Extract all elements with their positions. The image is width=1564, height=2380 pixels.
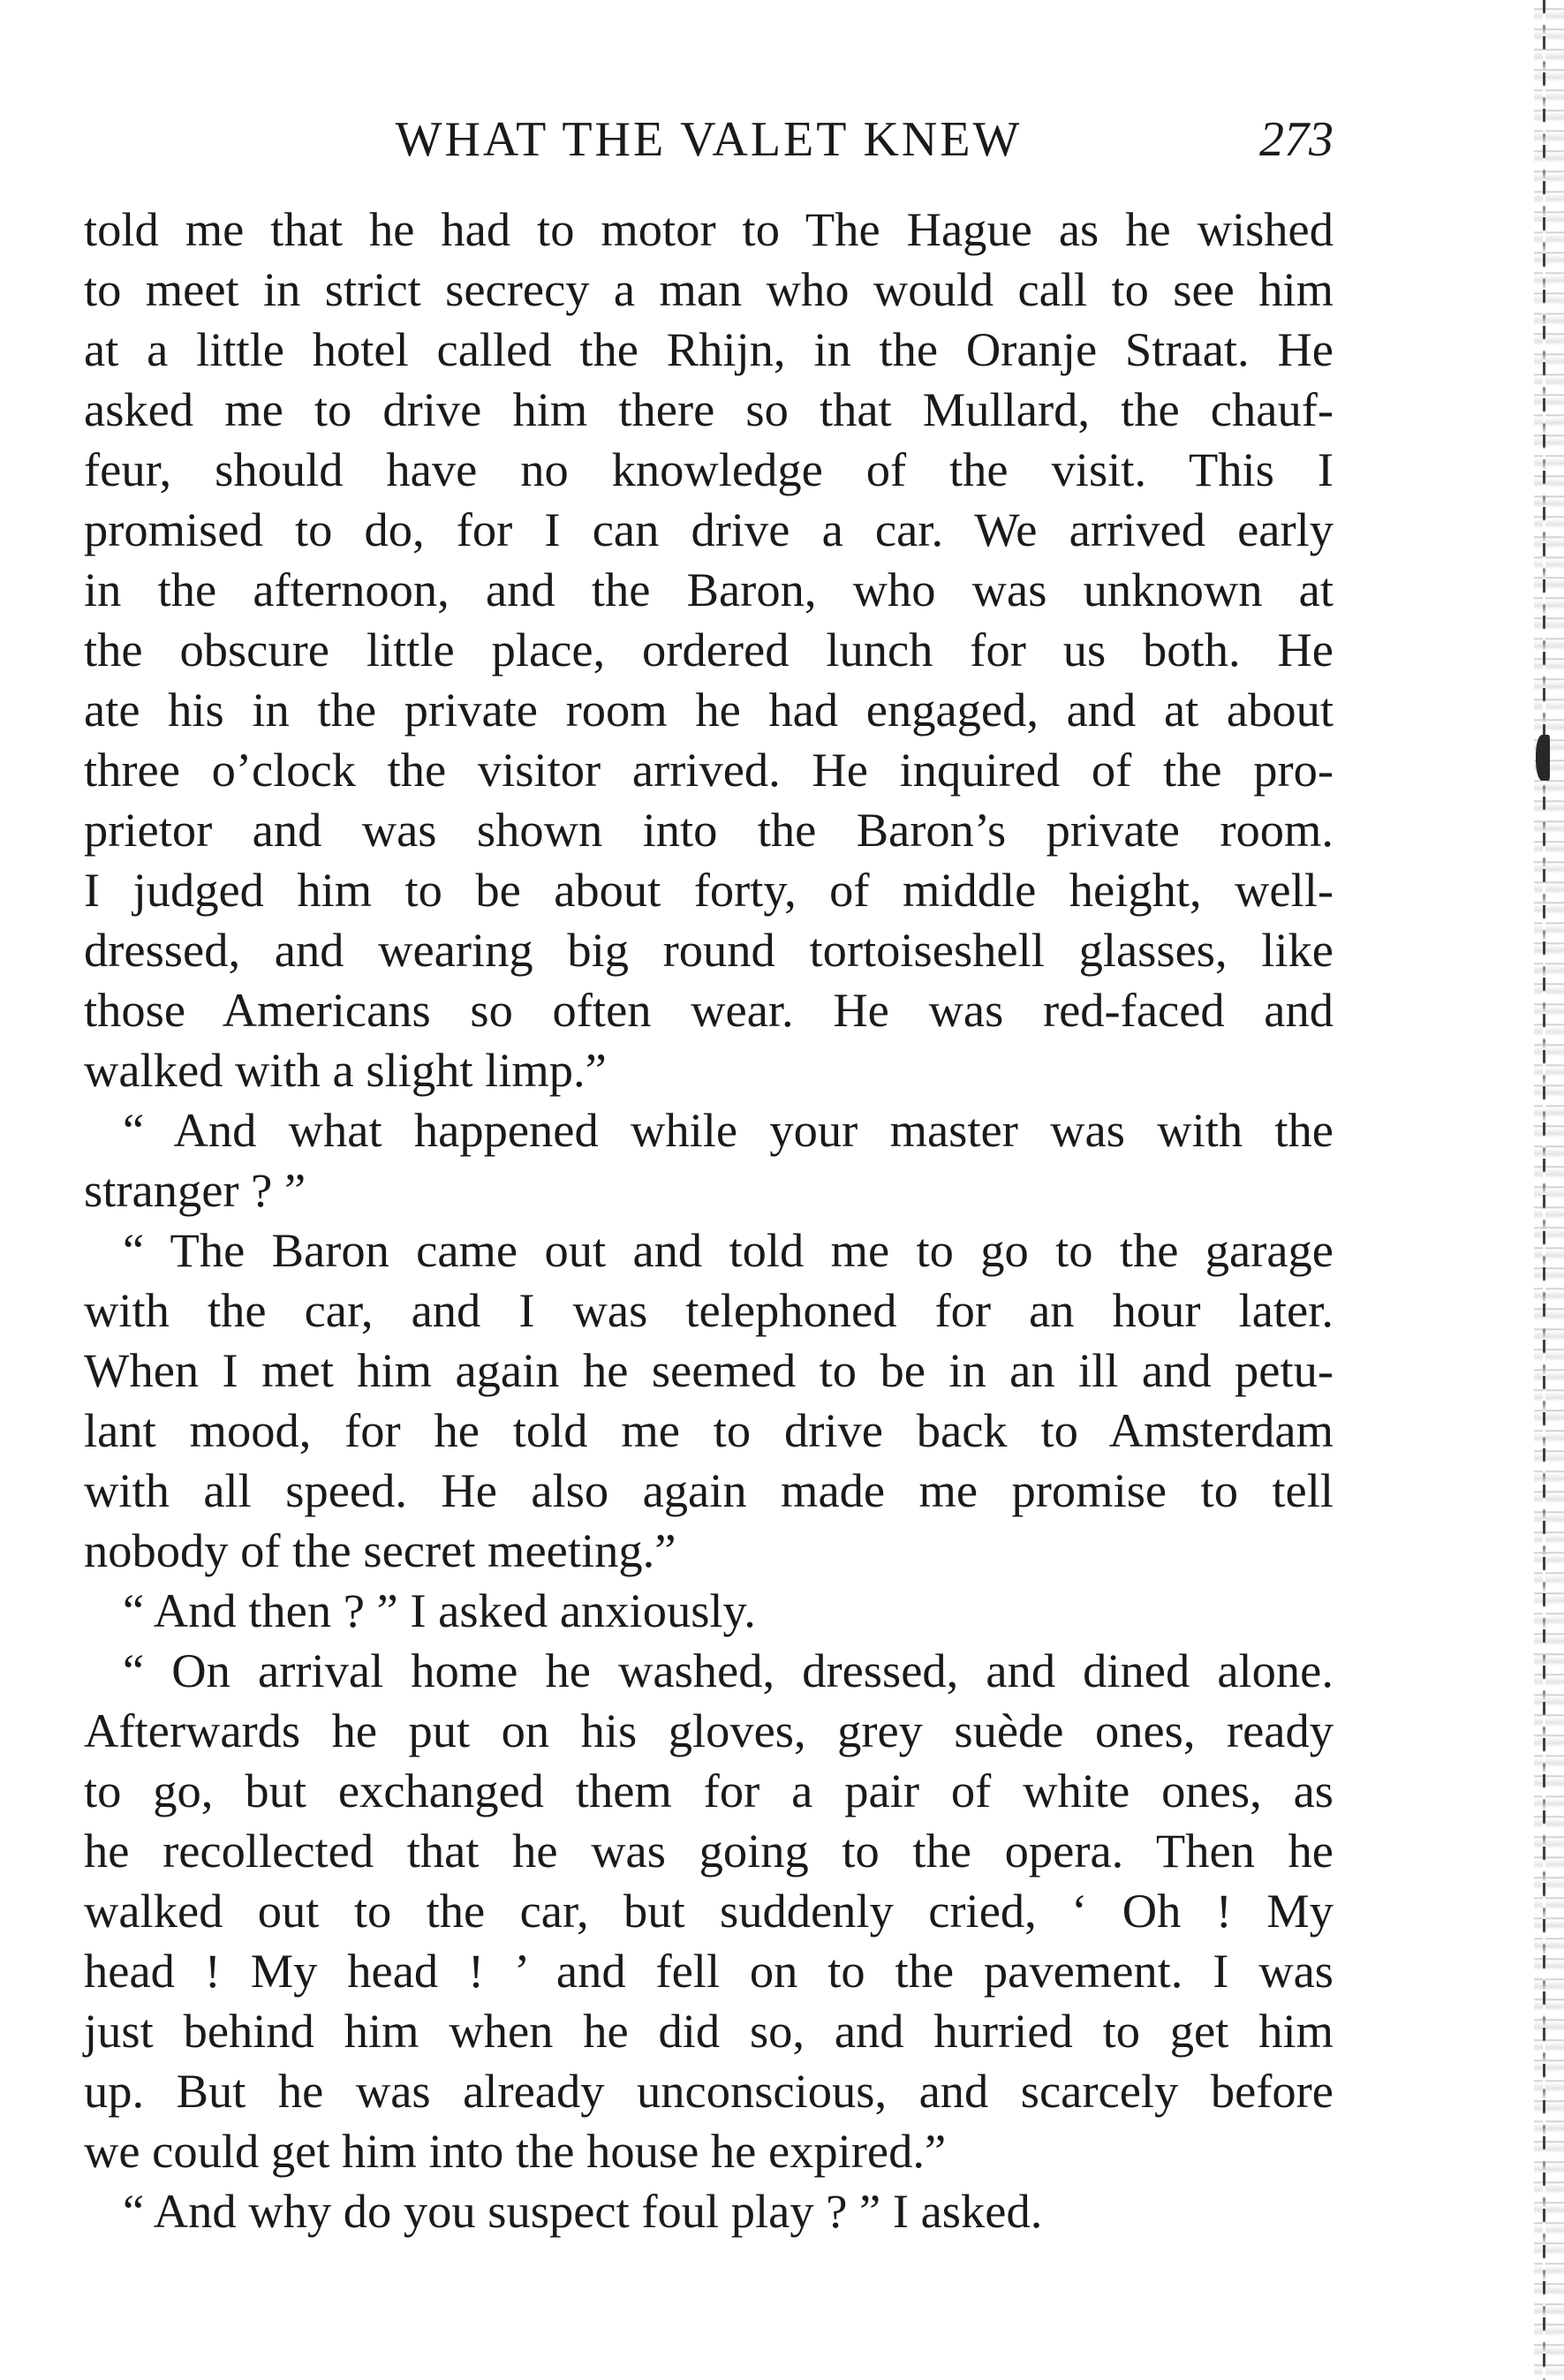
text-line: I judged him to be about forty, of middle height, well- (84, 863, 1334, 917)
text-line: just behind him when he did so, and hurried to get him (84, 2004, 1334, 2058)
text-line: nobody of the secret meeting.” (84, 1523, 676, 1577)
text-line: with all speed. He also again made me promise to tell (84, 1463, 1334, 1517)
page-edge-shadow (1534, 0, 1564, 2380)
page-number: 273 (1259, 112, 1334, 167)
text-line: he recollected that he was going to the opera. Then he (84, 1824, 1334, 1878)
text-line: “ And what happened while your master was with the (123, 1103, 1334, 1157)
text-line: promised to do, for I can drive a car. We arrived early (84, 502, 1334, 556)
text-line: head ! My head ! ’ and fell on to the pavement. I was (84, 1944, 1334, 1998)
text-line: feur, should have no knowledge of the visit. This I (84, 442, 1334, 496)
text-line: lant mood, for he told me to drive back to Amsterdam (84, 1403, 1334, 1457)
text-line: to meet in strict secrecy a man who would call to see him (84, 262, 1334, 316)
text-line: “ On arrival home he washed, dressed, and dined alone. (123, 1643, 1334, 1697)
text-line: those Americans so often wear. He was red-faced and (84, 983, 1334, 1037)
text-line: told me that he had to motor to The Hague as he wished (84, 202, 1334, 256)
text-line: “ And then ? ” I asked anxiously. (123, 1583, 756, 1637)
text-line: at a little hotel called the Rhijn, in the Oranje Straat. He (84, 322, 1334, 376)
text-line: in the afternoon, and the Baron, who was unknown at (84, 563, 1334, 616)
text-line: to go, but exchanged them for a pair of white ones, as (84, 1764, 1334, 1817)
text-line: we could get him into the house he expired.” (84, 2124, 947, 2178)
text-line: “ And why do you suspect foul play ? ” I asked. (123, 2184, 1043, 2238)
text-line: prietor and was shown into the Baron’s private room. (84, 803, 1334, 857)
text-line: three o’clock the visitor arrived. He inquired of the pro- (84, 743, 1334, 797)
page-edge-mark (1536, 735, 1550, 781)
text-line: with the car, and I was telephoned for an hour later. (84, 1283, 1334, 1337)
text-line: the obscure little place, ordered lunch for us both. He (84, 623, 1334, 676)
running-head (84, 104, 1334, 175)
text-line: up. But he was already unconscious, and scarcely before (84, 2064, 1334, 2118)
body-text (84, 200, 1334, 2241)
text-line: “ The Baron came out and told me to go to the garage (123, 1223, 1334, 1277)
text-line: walked with a slight limp.” (84, 1043, 607, 1097)
running-title: WHAT THE VALET KNEW (395, 112, 1023, 167)
text-line: dressed, and wearing big round tortoiseshell glasses, like (84, 923, 1334, 977)
text-line: stranger ? ” (84, 1163, 306, 1217)
text-line: ate his in the private room he had engaged, and at about (84, 683, 1334, 737)
text-line: Afterwards he put on his gloves, grey suède ones, ready (84, 1704, 1334, 1757)
text-line: walked out to the car, but suddenly cried, ‘ Oh ! My (84, 1884, 1334, 1938)
text-line: When I met him again he seemed to be in an ill and petu- (84, 1343, 1334, 1397)
text-line: asked me to drive him there so that Mullard, the chauf- (84, 382, 1334, 436)
